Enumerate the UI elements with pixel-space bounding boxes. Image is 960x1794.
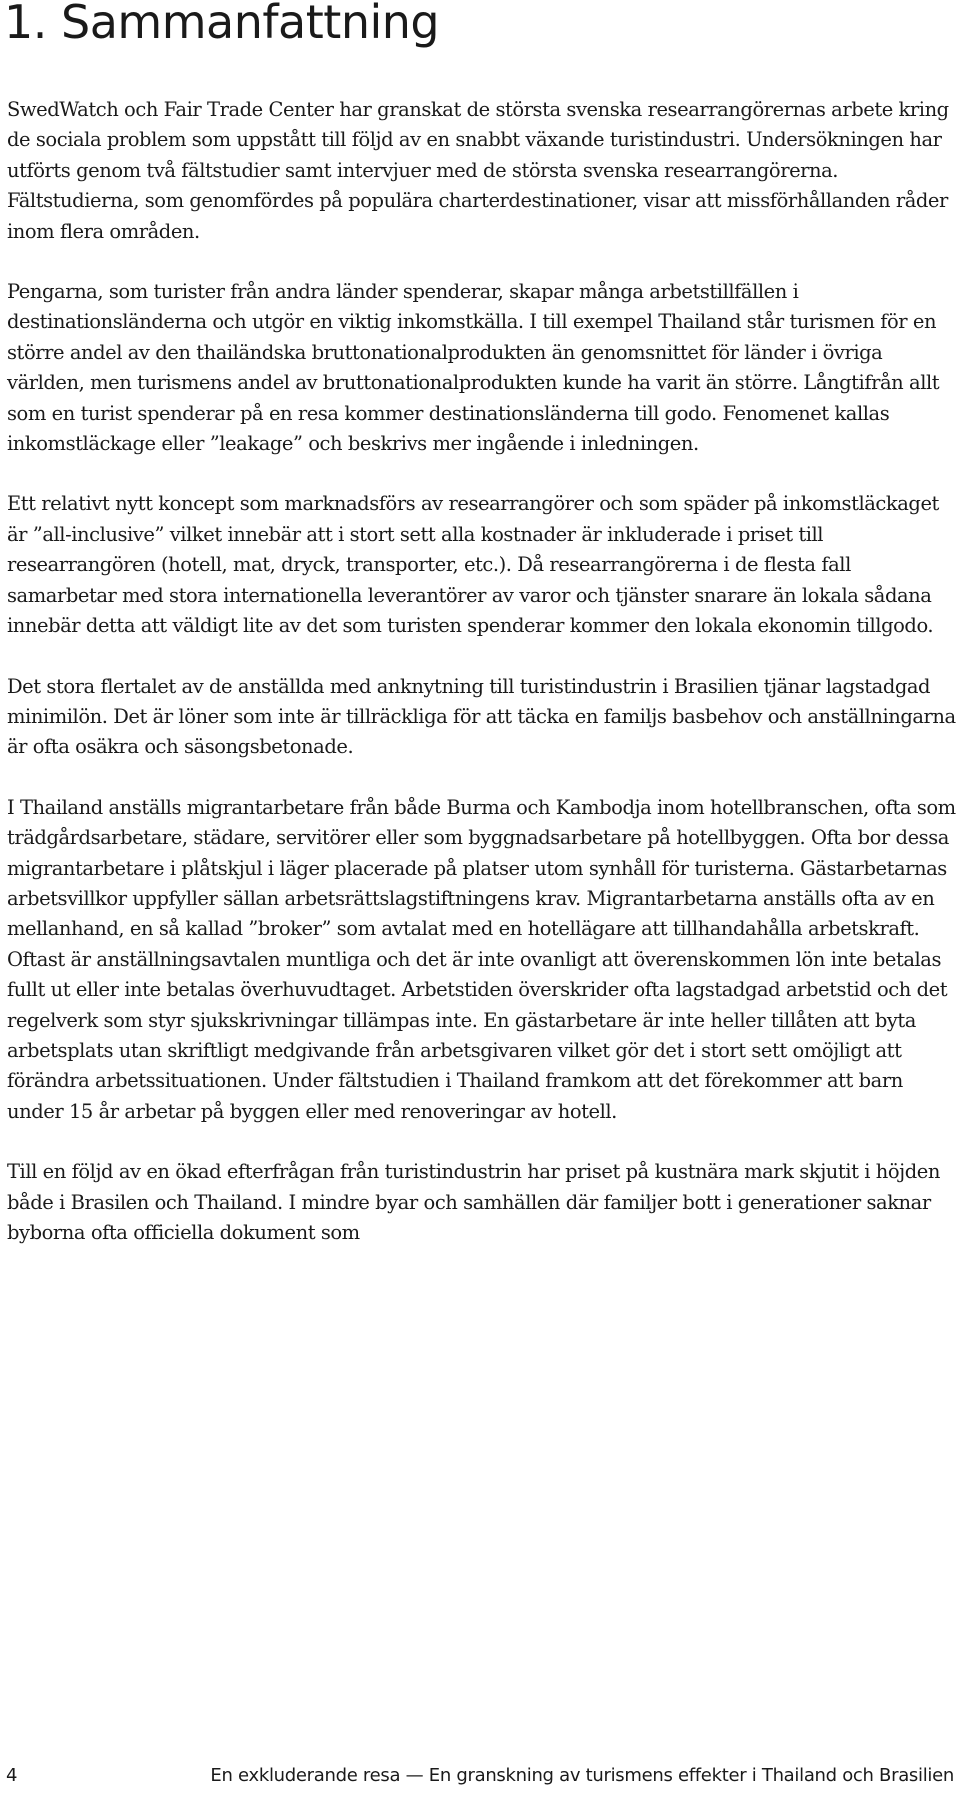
paragraph-thailand-migrants: I Thailand anställs migrantarbetare från både Burma och Kambodja inom hotellbranschen, ofta som trädgårdsarbetare, städare, servitörer eller som byggnadsarbetare på hotellbyggen. Ofta bor dessa migrantarbetare i plåtskjul i läger placerade på platser utom synhåll för turisterna. Gästarbetarnas arbetsvillkor uppfyller sällan arbetsrättslagstiftningens krav. Migrantarbetarna anställs ofta av en mellanhand, en så kallad ”broker” som avtalat med en hotellägare att tillhandahålla arbetskraft. Oftast är anställningsavtalen muntliga och det är inte ovanligt att överenskommen lön inte betalas fullt ut eller inte betalas överhuvudtaget. Arbetstiden överskrider ofta lagstadgad arbetstid och det regelverk som styr sjukskrivningar tillämpas inte. En gästarbetare är inte heller tillåten att byta arbetsplats utan skriftligt medgivande från arbetsgivaren vilket gör det i stort sett omöjligt att förändra arbetssituationen. Under fältstudien i Thailand framkom att det förekommer att barn under 15 år arbetar på byggen eller med renoveringar av hotell. — [7, 795, 956, 1123]
page-number: 4 — [6, 1765, 18, 1786]
paragraph-brazil-wages: Det stora flertalet av de anställda med anknytning till turistindustrin i Brasilien tjänar lagstadgad minimilön. Det är löner som inte är tillräckliga för att täcka en familjs basbehov och anställningarna är ofta osäkra och säsongsbetonade. — [7, 674, 956, 759]
body-text — [7, 95, 957, 1278]
paragraph-income-leakage: Pengarna, som turister från andra länder spenderar, skapar många arbetstillfällen i destinationsländerna och utgör en viktig inkomstkälla. I till exempel Thailand står turismen för en större andel av den thailändska bruttonationalprodukten än genomsnittet för länder i övriga världen, men turismens andel av bruttonationalprodukten kunde ha varit än större. Långtifrån allt som en turist spenderar på en resa kommer destinationsländerna till godo. Fenomenet kallas inkomstläckage eller ”leakage” och beskrivs mer ingående i inledningen. — [7, 280, 940, 456]
paragraph-all-inclusive: Ett relativt nytt koncept som marknadsförs av researrangörer och som späder på inkomstläckaget är ”all-inclusive” vilket innebär att i stort sett alla kostnader är inkluderade i priset till researrangören (hotell, mat, dryck, transporter, etc.). Då researrangörerna i de flesta fall samarbetar med stora internationella leverantörer av varor och tjänster snarare än lokala sådana innebär detta att väldigt lite av det som turisten spenderar kommer den lokala ekonomin tillgodo. — [7, 492, 939, 638]
page-footer — [6, 1762, 954, 1790]
running-title: En exkluderande resa — En granskning av turismens effekter i Thailand och Brasilien — [210, 1765, 954, 1786]
page-title: 1. Sammanfattning — [4, 0, 440, 49]
paragraph-land-prices: Till en följd av en ökad efterfrågan från turistindustrin har priset på kustnära mark skjutit i höjden både i Brasilen och Thailand. I mindre byar och samhällen där familjer bott i generationer saknar byborna ofta officiella dokument som — [7, 1160, 940, 1244]
paragraph-summary-intro: SwedWatch och Fair Trade Center har granskat de största svenska researrangörernas arbete kring de sociala problem som uppstått till följd av en snabbt växande turistindustri. Undersökningen har utförts genom två fältstudier samt intervjuer med de största svenska researrangörerna. Fältstudierna, som genomfördes på populära charterdestinationer, visar att missförhållanden råder inom flera områden. — [7, 98, 949, 243]
